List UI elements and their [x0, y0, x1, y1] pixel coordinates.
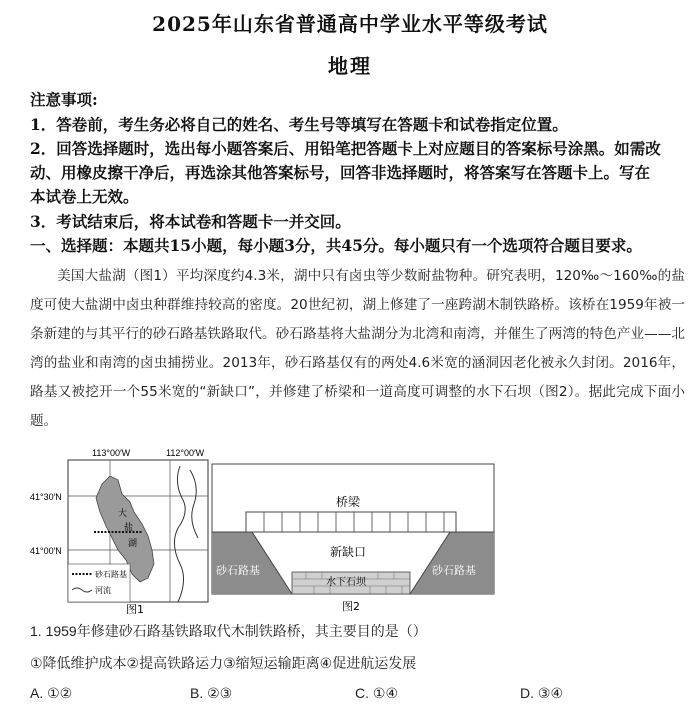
right-roadbed-label: 砂石路基: [432, 564, 476, 577]
lake-label-2: 盐: [124, 523, 134, 533]
passage: [30, 262, 685, 436]
section-heading: 一、选择题：本题共15小题，每小题3分，共45分。每小题只有一个选项符合题目要求。: [30, 236, 642, 255]
lake-label-1: 大: [118, 509, 128, 519]
lon-label-2: 112°00′W: [166, 448, 205, 458]
exam-title: 2025年山东省普通高中学业水平等级考试: [152, 12, 548, 36]
note-item-2-end: 本试卷上无效。: [30, 187, 139, 206]
figure-1: [30, 446, 220, 618]
left-roadbed-label: 砂石路基: [216, 564, 260, 577]
note-item-3: 3．考试结束后，将本试卷和答题卡一并交回。: [30, 212, 351, 231]
option-b[interactable]: B. ②③: [190, 685, 233, 701]
legend-label-river: 河流: [95, 586, 111, 595]
option-c[interactable]: C. ①④: [355, 685, 398, 701]
legend-label-roadbed: 砂石路基: [95, 570, 127, 579]
lat-label-2: 41°00′N: [30, 546, 62, 556]
lake-label-3: 湖: [128, 539, 138, 549]
figure-2: [210, 462, 498, 618]
bridge-deck: [246, 512, 456, 532]
gap-label: 新缺口: [330, 545, 367, 559]
passage-text: 美国大盐湖（图1）平均深度约4.3米，湖中只有卤虫等少数耐盐物种。研究表明，120‰～160‰的盐度可使大盐湖中卤虫种群维持较高的密度。20世纪初，湖上修建了一座跨湖木制铁路桥。该桥在1959年被一条新建的与其平行的砂石路基铁路取代。砂石路基将大盐湖分为北湾和南湾，并催生了两湾的特色产业——北湾的盐业和南湾的卤虫捕捞业。2013年，砂石路基仅有的两处4.6米宽的涵洞因老化被永久封闭。2016年，路基又被挖开一个55米宽的“新缺口”，并修建了桥梁和一道高度可调整的水下石坝（图2）。据此完成下面小题。: [30, 268, 685, 429]
note-item-2: 2．回答选择题时，选出每小题答案后、用铅笔把答题卡上对应题目的答案标号涂黑。如需改: [30, 139, 661, 158]
lat-label-1: 41°30′N: [30, 492, 62, 502]
bridge-label: 桥梁: [336, 495, 361, 509]
note-item-1: 1．答卷前，考生务必将自己的姓名、考生号等填写在答题卡和试卷指定位置。: [30, 115, 568, 134]
option-a[interactable]: A. ①②: [30, 685, 73, 701]
notes-heading: 注意事项:: [30, 90, 98, 109]
option-d[interactable]: D. ③④: [520, 685, 563, 701]
dam-label: 水下石坝: [326, 577, 366, 588]
note-item-2-cont: 动、用橡皮擦干净后，再选涂其他答案标号，回答非选择题时，将答案写在答题卡上。写在: [30, 163, 651, 182]
figure-2-diagram: [210, 462, 498, 614]
figure-1-map: [30, 446, 220, 614]
figure-1-caption: 图1: [126, 603, 144, 614]
question-statements: ①降低维护成本②提高铁路运力③缩短运输距离④促进航运发展: [30, 655, 417, 671]
figure-2-caption: 图2: [342, 600, 360, 613]
subject-title: 地理: [328, 54, 372, 78]
question-stem: 1. 1959年修建砂石路基铁路取代木制铁路桥，其主要目的是（）: [30, 623, 427, 639]
lon-label-1: 113°00′W: [92, 448, 131, 458]
